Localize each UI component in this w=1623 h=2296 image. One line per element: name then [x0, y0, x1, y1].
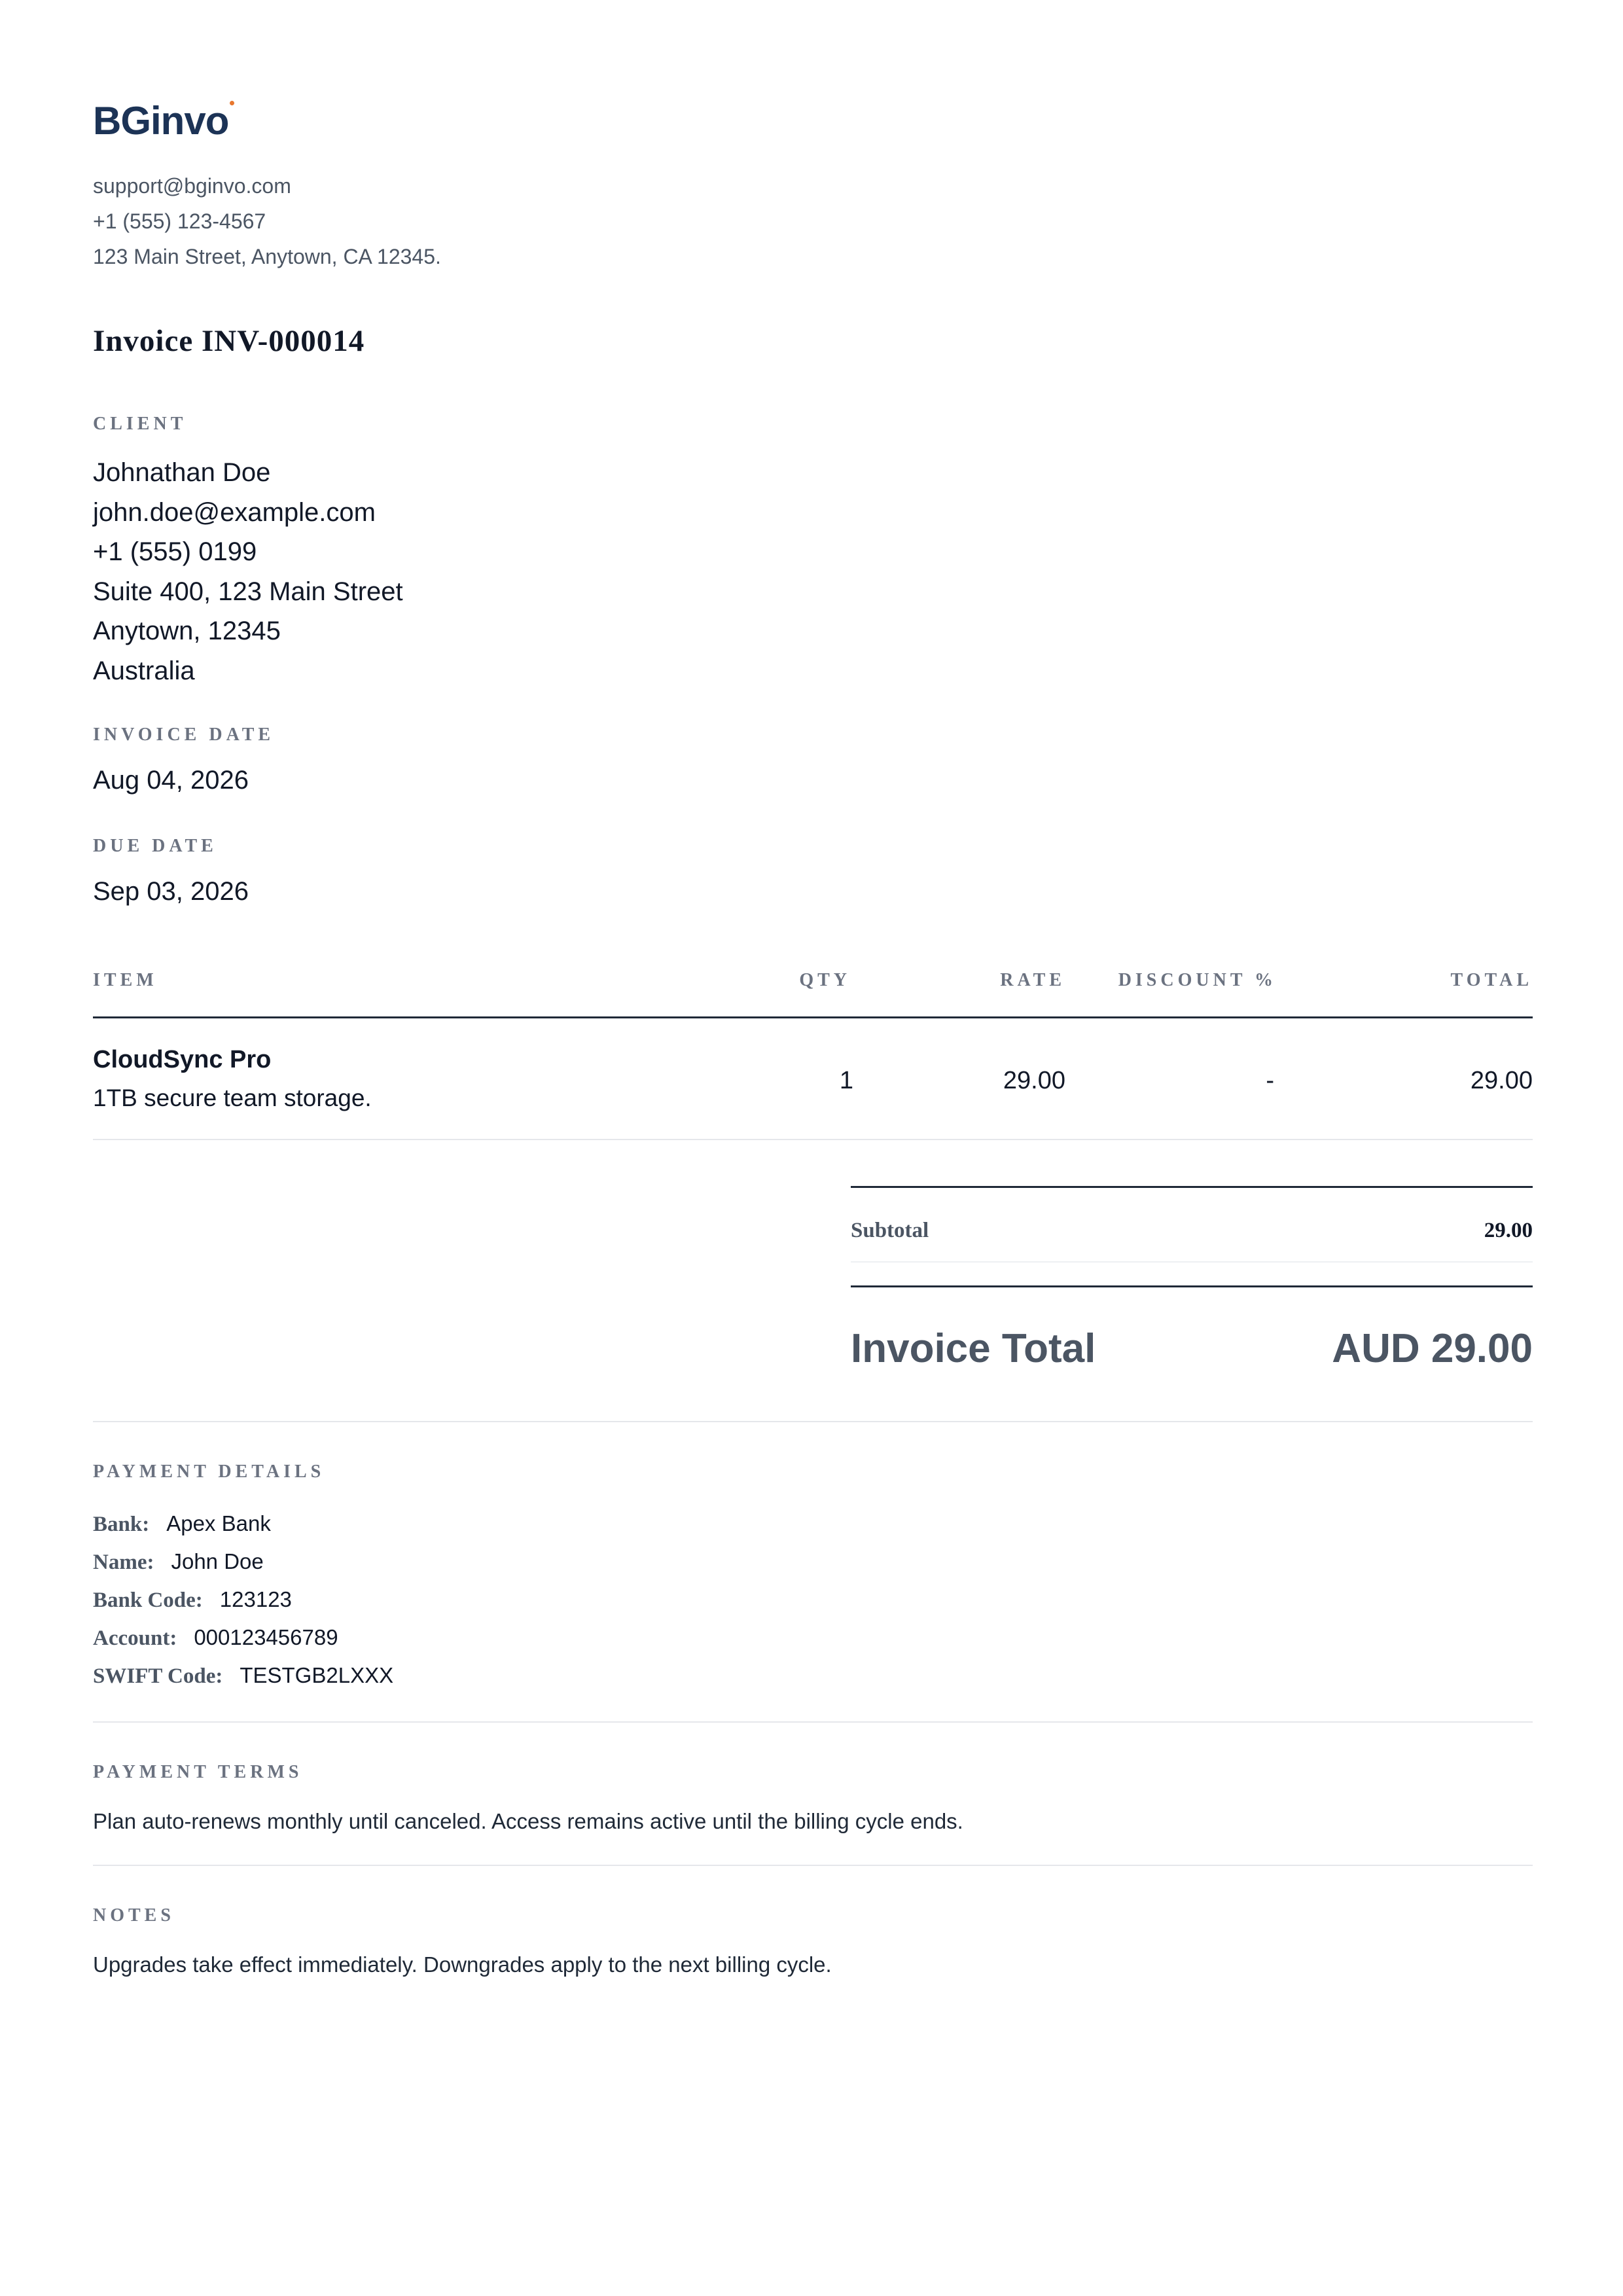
item-description: 1TB secure team storage. — [93, 1085, 372, 1111]
payment-name-value: John Doe — [171, 1549, 264, 1573]
client-address-line2: Anytown, 12345 — [93, 617, 281, 645]
notes-text: Upgrades take effect immediately. Downgrades apply to the next billing cycle. — [93, 1952, 832, 1977]
logo-accent-dot — [230, 101, 234, 105]
payment-bank-code-value: 123123 — [219, 1587, 292, 1611]
payment-name-key: Name: — [93, 1551, 154, 1574]
item-name: CloudSync Pro — [93, 1046, 272, 1073]
payment-details-label: PAYMENT DETAILS — [93, 1462, 325, 1482]
payment-terms-label: PAYMENT TERMS — [93, 1762, 303, 1782]
brand-logo — [93, 98, 234, 143]
table-row-divider — [93, 1139, 1533, 1140]
payment-bank-code-key: Bank Code: — [93, 1588, 203, 1612]
column-header-rate: RATE — [1000, 970, 1065, 990]
payment-bank-value: Apex Bank — [166, 1511, 271, 1535]
company-info — [93, 168, 441, 274]
client-phone: +1 (555) 0199 — [93, 537, 257, 566]
client-details — [93, 453, 403, 691]
payment-account-key: Account: — [93, 1626, 177, 1650]
column-header-item: ITEM — [93, 970, 158, 990]
subtotal-value: 29.00 — [1484, 1219, 1533, 1242]
column-header-total: TOTAL — [1450, 970, 1533, 990]
subtotal-label: Subtotal — [851, 1219, 929, 1242]
payment-bank-key: Bank: — [93, 1513, 150, 1536]
client-address-line1: Suite 400, 123 Main Street — [93, 577, 403, 606]
payment-bank-code-row — [93, 1587, 292, 1613]
payment-swift-row — [93, 1663, 393, 1689]
item-rate: 29.00 — [1003, 1067, 1065, 1094]
client-country: Australia — [93, 656, 195, 685]
subtotal-divider — [851, 1261, 1533, 1263]
payment-name-row — [93, 1549, 264, 1575]
client-name: Johnathan Doe — [93, 458, 271, 487]
invoice-total-label: Invoice Total — [851, 1326, 1096, 1371]
due-date-value: Sep 03, 2026 — [93, 877, 249, 906]
invoice-title: Invoice INV-000014 — [93, 324, 365, 358]
invoice-date-label: INVOICE DATE — [93, 725, 275, 745]
notes-label: NOTES — [93, 1905, 175, 1926]
item-qty: 1 — [839, 1067, 853, 1094]
total-divider — [851, 1285, 1533, 1287]
summary-top-divider — [851, 1186, 1533, 1188]
company-phone: +1 (555) 123-4567 — [93, 209, 266, 233]
column-header-discount: DISCOUNT % — [1118, 970, 1277, 990]
table-header-divider — [93, 1016, 1533, 1018]
payment-bank-row — [93, 1511, 271, 1537]
table-row — [0, 1034, 1623, 1139]
company-email[interactable]: support@bginvo.com — [93, 174, 291, 198]
due-date-label: DUE DATE — [93, 836, 217, 856]
payment-account-row — [93, 1625, 338, 1651]
invoice-total-value: AUD 29.00 — [1332, 1326, 1533, 1371]
company-address: 123 Main Street, Anytown, CA 12345. — [93, 245, 441, 268]
payment-swift-value: TESTGB2LXXX — [240, 1663, 394, 1687]
column-header-qty: QTY — [799, 970, 851, 990]
item-total: 29.00 — [1470, 1067, 1533, 1094]
summary-bottom-divider — [93, 1421, 1533, 1422]
payment-account-value: 000123456789 — [194, 1625, 338, 1649]
logo-text: BGinvo — [93, 99, 229, 143]
payment-terms-divider — [93, 1865, 1533, 1866]
invoice-date-value: Aug 04, 2026 — [93, 766, 249, 795]
payment-details-divider — [93, 1721, 1533, 1723]
item-discount: - — [1266, 1067, 1274, 1094]
client-label: CLIENT — [93, 414, 187, 434]
payment-swift-key: SWIFT Code: — [93, 1664, 223, 1688]
client-email[interactable]: john.doe@example.com — [93, 497, 376, 527]
payment-terms-text: Plan auto-renews monthly until canceled. Access remains active until the billing cycle ends. — [93, 1809, 963, 1833]
